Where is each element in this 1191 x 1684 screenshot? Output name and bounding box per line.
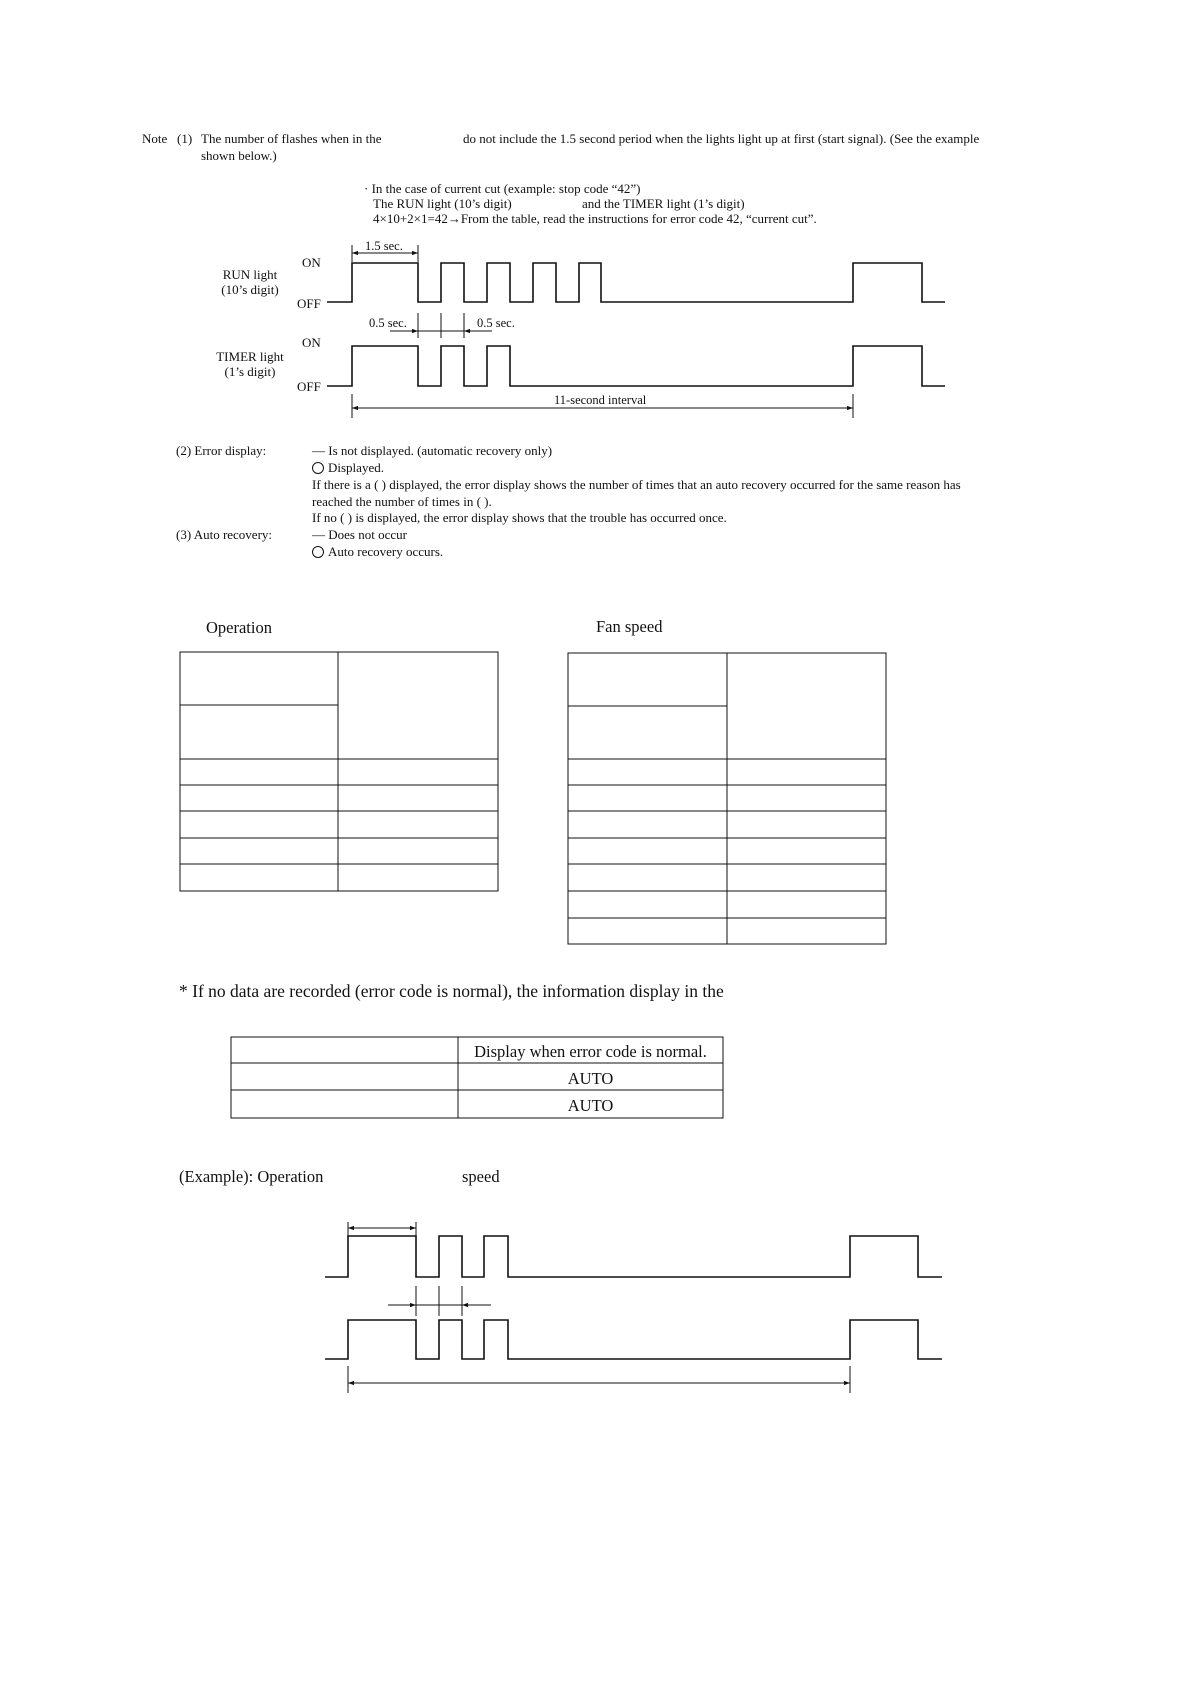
normal-table-row-1: AUTO	[567, 1096, 614, 1115]
example2-right: speed	[462, 1167, 500, 1186]
circle-icon	[312, 462, 324, 474]
run-label-1: RUN light	[222, 267, 278, 282]
example-line2a: The RUN light (10’s digit)	[373, 196, 512, 211]
example-run-waveform	[325, 1236, 942, 1277]
error-display-label: (2) Error display:	[176, 443, 267, 458]
timer-waveform	[327, 346, 945, 386]
error-display-item-1-text: Displayed.	[328, 460, 384, 475]
run-on-label: ON	[302, 255, 321, 270]
operation-table	[180, 652, 498, 891]
auto-recovery-item-1-text: Auto recovery occurs.	[328, 544, 444, 559]
error-display-item-2: If there is a ( ) displayed, the error display shows the number of times that an auto recovery occurred for the same reason has	[312, 477, 961, 492]
auto-recovery-label: (3) Auto recovery:	[176, 527, 273, 542]
start-time-label: 1.5 sec.	[365, 239, 403, 253]
note-prefix: Note	[142, 131, 168, 146]
example-line1: · In the case of current cut (example: stop code “42”)	[364, 181, 641, 196]
timer-label-2: (1’s digit)	[224, 364, 276, 379]
run-off-label: OFF	[297, 296, 321, 311]
fan-speed-table	[568, 653, 886, 944]
auto-recovery-item-0: — Does not occur	[312, 527, 407, 542]
example-line1-text: In the case of current cut (example: stop code “42”)	[371, 181, 641, 196]
example-line3: 4×10+2×1=42→From the table, read the instructions for error code 42, “current cut”.	[373, 211, 817, 226]
timer-label-1: TIMER light	[216, 349, 284, 364]
pulse-right-label: 0.5 sec.	[477, 316, 515, 330]
run-waveform	[327, 263, 945, 302]
error-display-item-4: If no ( ) is displayed, the error display shows that the trouble has occurred once.	[312, 510, 727, 525]
run-label-2: (10’s digit)	[221, 282, 279, 297]
timer-on-label: ON	[302, 335, 321, 350]
footnote: * If no data are recorded (error code is normal), the information display in the	[179, 981, 724, 1001]
example-timer-waveform	[325, 1320, 942, 1359]
normal-table-header: Display when error code is normal.	[474, 1042, 707, 1061]
fan-speed-title: Fan speed	[596, 617, 663, 636]
note-line1a: The number of flashes when in the	[201, 131, 382, 146]
example2-left: (Example): Operation	[179, 1167, 324, 1186]
error-display-item-0: — Is not displayed. (automatic recovery only)	[312, 443, 553, 458]
timer-off-label: OFF	[297, 379, 321, 394]
circle-icon	[312, 546, 324, 558]
normal-table-row-0: AUTO	[567, 1069, 614, 1088]
interval-label: 11-second interval	[554, 393, 647, 407]
pulse-left-label: 0.5 sec.	[369, 316, 407, 330]
error-display-item-1	[312, 460, 384, 476]
operation-title: Operation	[206, 618, 272, 637]
note-line2: shown below.)	[201, 148, 277, 163]
auto-recovery-item-1	[312, 544, 443, 560]
example-line2b: and the TIMER light (1’s digit)	[582, 196, 745, 211]
note-number: (1)	[177, 131, 193, 146]
note-line1b: do not include the 1.5 second period when the lights light up at first (start signal). (See the example	[463, 131, 980, 146]
error-display-item-3: reached the number of times in ( ).	[312, 494, 492, 509]
